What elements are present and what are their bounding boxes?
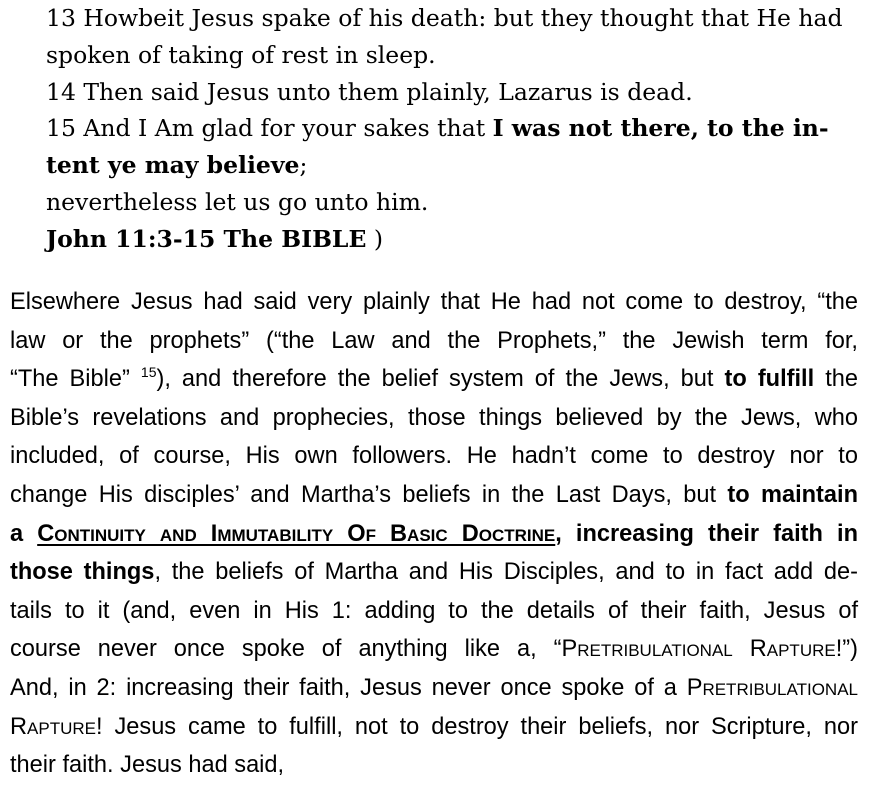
para-line-10-text: course never once spoke of anything like a, “ [10, 636, 562, 663]
quote-line-4-emphasis: I was not there, to the in- [492, 114, 829, 143]
para-line-12 [10, 708, 858, 747]
quote-line-1: 13 Howbeit Jesus spake of his death: but they thought that He had [46, 4, 843, 32]
para-line-13: their faith. Jesus had said, [10, 752, 285, 779]
quote-citation-text: John 11:3-15 The BIBLE [46, 224, 367, 253]
pretribulational-term: Pretribulational [686, 674, 858, 701]
para-line-7-emphasis: , increasing their faith in [555, 520, 858, 547]
para-line-10 [10, 630, 858, 669]
para-line-8-text: , the beliefs of Martha and His Disciples, and to in fact add de- [154, 559, 858, 586]
para-line-8 [10, 553, 858, 592]
quote-line-2: spoken of taking of rest in sleep. [46, 40, 436, 69]
para-line-6 [10, 476, 858, 515]
quote-citation [46, 221, 846, 258]
doctrine-term: Continuity and Immutability Of Basic Doctrine [37, 520, 556, 547]
para-line-8-emphasis: those things [10, 559, 155, 586]
para-line-1: Elsewhere Jesus had said very plainly that He had not come to destroy, “the [10, 289, 858, 315]
quote-line-3: 14 Then said Jesus unto them plainly, Lazarus is dead. [46, 77, 693, 106]
quote-line-5-emphasis: tent ye may believe [46, 151, 300, 180]
para-line-3-text-a: “The Bible” [10, 366, 141, 393]
para-line-4: Bible’s revelations and prophecies, those things believed by the Jews, who [10, 404, 858, 431]
scripture-quote [46, 0, 846, 258]
para-line-6-text: change His disciples’ and Martha’s beliefs in the Last Days, but [10, 481, 728, 508]
quote-citation-paren: ) [366, 224, 384, 253]
quote-line-5-text: ; [299, 151, 308, 180]
quote-line-4-text: 15 And I Am glad for your sakes that [46, 114, 493, 143]
para-line-3-emphasis: to fulfill [724, 366, 815, 393]
para-line-3 [10, 360, 858, 399]
para-line-10-end: !”) [835, 636, 858, 663]
body-paragraph [10, 283, 858, 785]
quote-line-4 [46, 110, 846, 147]
para-line-9: tails to it (and, even in His 1: adding to the details of their faith, Jesus of [10, 597, 858, 624]
para-line-5: included, of course, His own followers. He hadn’t come to destroy nor to [10, 443, 858, 470]
para-line-11-text: And, in 2: increasing their faith, Jesus never once spoke of a [10, 674, 687, 701]
para-line-12-text: ! Jesus came to fulfill, not to destroy their beliefs, nor Scripture, nor [96, 713, 858, 740]
para-line-3-text-b: ), and therefore the belief system of the Jews, but [156, 366, 725, 393]
para-line-11 [10, 669, 858, 708]
quote-line-5 [46, 147, 846, 184]
para-line-7 [10, 515, 858, 554]
rapture-term-2: Rapture [10, 713, 96, 740]
para-line-2: law or the prophets” (“the Law and the Prophets,” the Jewish term for, [10, 327, 858, 354]
rapture-term: Pretribulational Rapture [561, 636, 836, 663]
quote-line-6: nevertheless let us go unto him. [46, 187, 429, 216]
footnote-marker: 15 [140, 364, 157, 381]
para-line-3-text-c: the [814, 366, 859, 393]
para-line-7-a: a [10, 520, 38, 547]
para-line-6-emphasis: to maintain [727, 481, 858, 508]
